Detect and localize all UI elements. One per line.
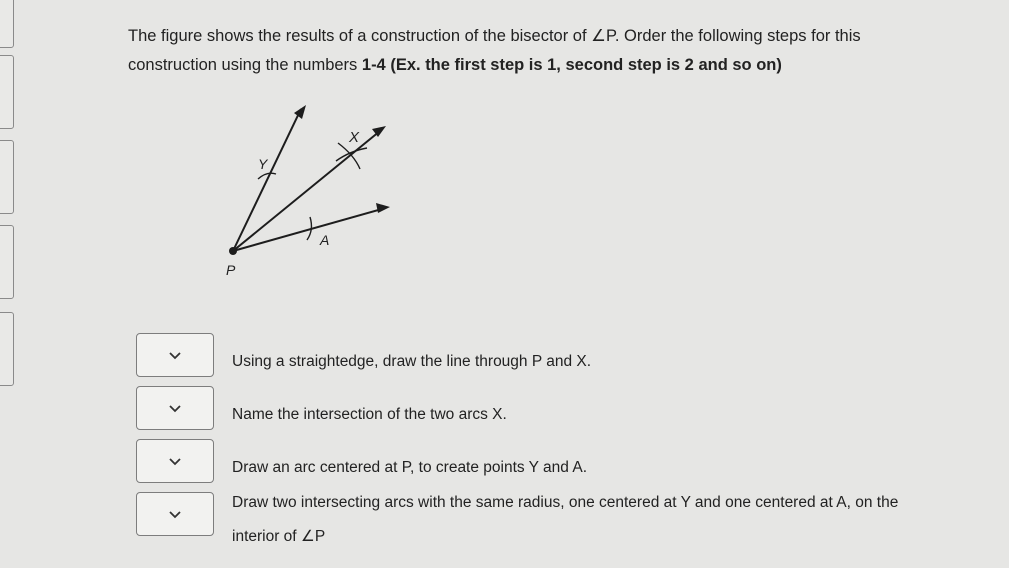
step-text: Name the intersection of the two arcs X. xyxy=(232,406,507,423)
label-x: X xyxy=(349,129,360,146)
step-order-select[interactable] xyxy=(136,439,214,483)
left-tab xyxy=(0,55,14,129)
left-tab xyxy=(0,0,14,48)
step-text: Using a straightedge, draw the line through P and X. xyxy=(232,353,592,370)
ray-pa xyxy=(233,209,382,251)
bisector-figure xyxy=(210,95,410,285)
label-y: Y xyxy=(258,156,268,172)
left-tab xyxy=(0,312,14,386)
step-row xyxy=(136,492,956,552)
prompt-intro: The figure shows the results of a construction of the bisector of xyxy=(128,27,587,45)
label-a: A xyxy=(320,232,330,248)
label-p: P xyxy=(226,262,236,278)
left-tab xyxy=(0,225,14,299)
arrowhead-y xyxy=(294,105,306,119)
step-text: Draw an arc centered at P, to create points Y and A. xyxy=(232,459,588,476)
chevron-down-icon xyxy=(168,456,182,466)
step-order-select[interactable] xyxy=(136,333,214,377)
step-text: Draw two intersecting arcs with the same radius, one centered at Y and one centered at A, on the interior of ∠P xyxy=(232,494,899,545)
step-row xyxy=(136,386,956,432)
left-edge-tabs xyxy=(0,0,16,568)
angle-symbol: ∠ xyxy=(591,27,606,45)
step-order-select[interactable] xyxy=(136,492,214,536)
chevron-down-icon xyxy=(168,509,182,519)
prompt-instruction: (Ex. the first step is 1, second step is 2 and so on) xyxy=(390,56,782,74)
question-prompt xyxy=(128,22,928,80)
step-row xyxy=(136,333,956,379)
chevron-down-icon xyxy=(168,403,182,413)
vertex-point xyxy=(229,247,237,255)
ray-py xyxy=(233,109,301,251)
prompt-angle: P xyxy=(605,27,615,45)
prompt-range: 1-4 xyxy=(361,56,386,74)
ray-px xyxy=(233,131,380,251)
left-tab xyxy=(0,140,14,214)
arrowhead-a xyxy=(376,203,390,213)
prompt-middle: . Order the following steps for this construction using the numbers xyxy=(128,27,861,74)
chevron-down-icon xyxy=(168,350,182,360)
step-order-select[interactable] xyxy=(136,386,214,430)
step-row xyxy=(136,439,956,485)
